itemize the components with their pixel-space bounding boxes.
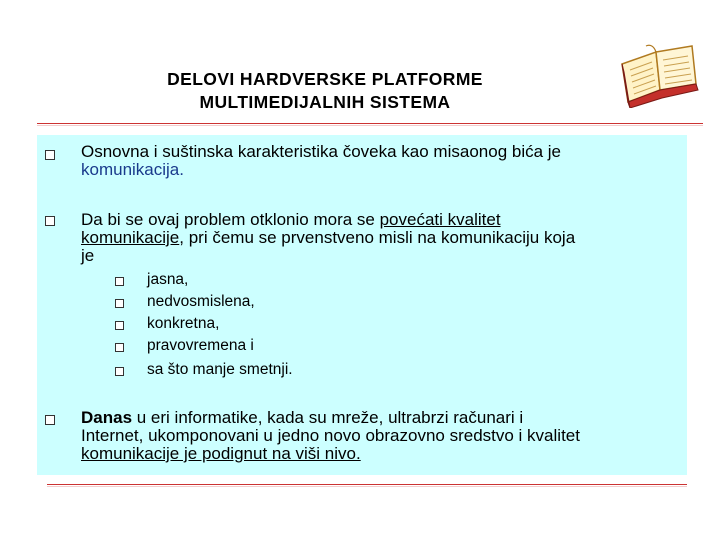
checkbox-bullet-icon [45, 415, 55, 425]
paragraph-3-bold: Danas [81, 408, 133, 427]
slide-title [110, 68, 540, 114]
top-divider [37, 123, 703, 124]
paragraph-2-end: je [81, 246, 95, 265]
checkbox-bullet-icon [115, 277, 124, 286]
checkbox-bullet-icon [115, 321, 124, 330]
paragraph-2-pre: Da bi se ovaj problem otklonio mora se [81, 210, 380, 229]
bottom-divider [47, 484, 687, 485]
paragraph-1-link: komunikacija. [81, 160, 184, 179]
bottom-divider-shadow [47, 486, 687, 487]
checkbox-bullet-icon [45, 216, 55, 226]
sub-item-5: sa što manje smetnji. [147, 361, 293, 378]
open-book-icon [618, 38, 700, 108]
paragraph-2-post: , pri čemu se prvenstveno misli na komunikaciju koja [179, 228, 576, 247]
sub-item-2: nedvosmislena, [147, 293, 255, 310]
paragraph-3-line-1: u eri informatike, kada su mreže, ultrabrzi računari i [132, 408, 524, 427]
paragraph-3 [81, 409, 685, 463]
paragraph-1-text: Osnovna i suštinska karakteristika čoveka kao misaonog bića je [81, 142, 562, 161]
title-line-2: MULTIMEDIJALNIH SISTEMA [199, 92, 451, 112]
checkbox-bullet-icon [115, 343, 124, 352]
sub-item-4: pravovremena i [147, 337, 254, 354]
paragraph-1 [81, 143, 681, 179]
checkbox-bullet-icon [45, 150, 55, 160]
sub-item-3: konkretna, [147, 315, 220, 332]
title-line-1: DELOVI HARDVERSKE PLATFORME [167, 69, 483, 89]
paragraph-3-line-2: Internet, ukomponovani u jedno novo obrazovno sredstvo i kvalitet [81, 426, 580, 445]
paragraph-3-line-3: komunikacije je podignut na viši nivo. [81, 444, 361, 463]
top-divider-shadow [37, 125, 703, 126]
paragraph-2 [81, 211, 681, 265]
checkbox-bullet-icon [115, 299, 124, 308]
paragraph-2-underline-2: komunikacije [81, 228, 180, 247]
paragraph-2-underline-1: povećati kvalitet [379, 210, 501, 229]
checkbox-bullet-icon [115, 367, 124, 376]
sub-item-1: jasna, [147, 271, 189, 288]
